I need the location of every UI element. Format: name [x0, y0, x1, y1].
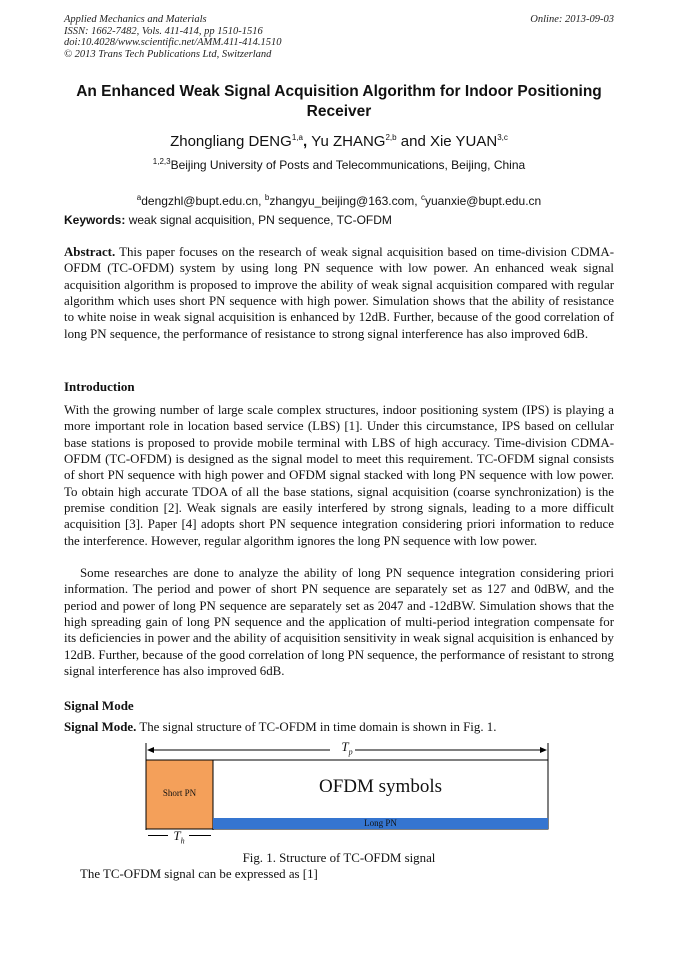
section-heading-introduction: Introduction	[64, 379, 135, 394]
paper-title: An Enhanced Weak Signal Acquisition Algorithm for Indoor Positioning Receiver	[76, 83, 602, 120]
th-sub: h	[180, 836, 185, 846]
email-sup: b	[264, 193, 270, 202]
email-sup: a	[136, 193, 142, 202]
th-label	[145, 828, 213, 846]
author-name: Yu ZHANG	[311, 133, 386, 150]
short-pn-label: Short PN	[162, 788, 197, 798]
copyright: © 2013 Trans Tech Publications Ltd, Switzerland	[64, 48, 272, 60]
affil-text: Beijing University of Posts and Telecommunications, Beijing, China	[170, 158, 526, 172]
author-name: Xie YUAN	[429, 133, 498, 150]
abstract-text: This paper focuses on the research of weak signal acquisition based on time-division CDMA-OFDM (TC-OFDM) system by using long PN sequence with low power. An enhanced weak signal acquisition algorithm is proposed to improve the ability of weak signal acquisition compared with regular algorithm which uses short PN sequence with high power. Simulation shows that the ability of resistance to white noise in weak signal acquisition is enhanced by 12dB. Further, because of the good correlation of long PN sequence, the performance of resistance to strong signal interference has also improved 6dB.	[64, 245, 614, 341]
abstract-label: Abstract.	[64, 245, 116, 259]
section-heading-signal-mode: Signal Mode	[64, 698, 134, 713]
email: yuanxie@bupt.edu.cn	[424, 194, 542, 208]
journal-name: Applied Mechanics and Materials	[64, 14, 207, 25]
keywords-text: weak signal acquisition, PN sequence, TC-OFDM	[125, 213, 392, 227]
signal-mode-text: The signal structure of TC-OFDM in time domain is shown in Fig. 1.	[136, 720, 497, 734]
authors	[64, 133, 614, 150]
author-name: Zhongliang DENG	[170, 133, 292, 150]
long-pn-label: Long PN	[364, 818, 397, 828]
affiliation	[64, 157, 614, 172]
tp-sub: p	[348, 747, 353, 757]
th-symbol: T	[173, 828, 181, 843]
online-date: Online: 2013-09-03	[530, 14, 614, 25]
author-sup: 2,b	[385, 133, 397, 142]
tp-label	[145, 740, 549, 760]
emails	[64, 179, 614, 208]
affil-sup: 1,2,3	[152, 157, 171, 166]
signal-mode-paragraph	[64, 719, 614, 735]
ofdm-label: OFDM symbols	[319, 776, 442, 797]
issn: ISSN: 1662-7482, Vols. 411-414, pp 1510-1516	[64, 25, 263, 37]
figure-caption: Fig. 1. Structure of TC-OFDM signal	[242, 851, 436, 865]
keywords-label: Keywords:	[64, 213, 126, 227]
email-sup: c	[420, 193, 425, 202]
doi: doi:10.4028/www.scientific.net/AMM.411-414.1510	[64, 37, 282, 48]
email: dengzhl@bupt.edu.cn,	[141, 194, 265, 208]
figure-tc-ofdm-structure	[145, 739, 549, 846]
journal-header	[64, 14, 281, 60]
author-sup: 1,a	[291, 133, 303, 142]
equation-intro-text: The TC-OFDM signal can be expressed as [1]	[80, 867, 318, 881]
author-sup: 3,c	[497, 133, 508, 142]
signal-mode-label: Signal Mode.	[64, 720, 137, 734]
intro-paragraph-1: With the growing number of large scale complex structures, indoor positioning system (IPS) is playing a more important role in location based service (LBS) [1]. Under this circumstance, IPS based on cellular base stations is proposed to provide mobile terminal with LBS of high accuracy. Time-division CDMA-OFDM (TC-OFDM) is designed as the signal model to meet this requirement. TC-OFDM signal consists of short PN sequence with high power and OFDM signal stacked with long PN sequence with low power. To obtain high accurate TDOA of all the base stations, signal acquisition (coarse synchronization) is the premise condition [2]. Weak signals are easily interfered by strong signals, leading to a more difficult acquisition [3]. Paper [4] adopts short PN sequence integration considering priori information to reduce the interference. However, regular algorithm ignores the long PN sequence with low power.	[64, 403, 614, 548]
separator: ,	[302, 133, 312, 150]
abstract	[64, 244, 614, 342]
intro-paragraph-2: Some researches are done to analyze the ability of long PN sequence integration considering priori information. The period and power of short PN sequence are separately set as 127 and 0dBW, and the period and power of long PN sequence are separately set as 2047 and -12dBW. Simulation shows that the high spreading gain of long PN sequence and the application of multi-period integration compensate for its deficiencies in power and the ability of acquisition sensitivity in weak signal acquisition is enhanced by 12dB. Further, because of the good correlation of long PN sequence, the performance of resistant to strong signal interference has also improved 6dB.	[64, 566, 614, 679]
keywords	[64, 213, 392, 227]
email: zhangyu_beijing@163.com,	[269, 194, 421, 208]
tp-symbol: T	[341, 739, 349, 754]
separator: and	[396, 133, 430, 150]
